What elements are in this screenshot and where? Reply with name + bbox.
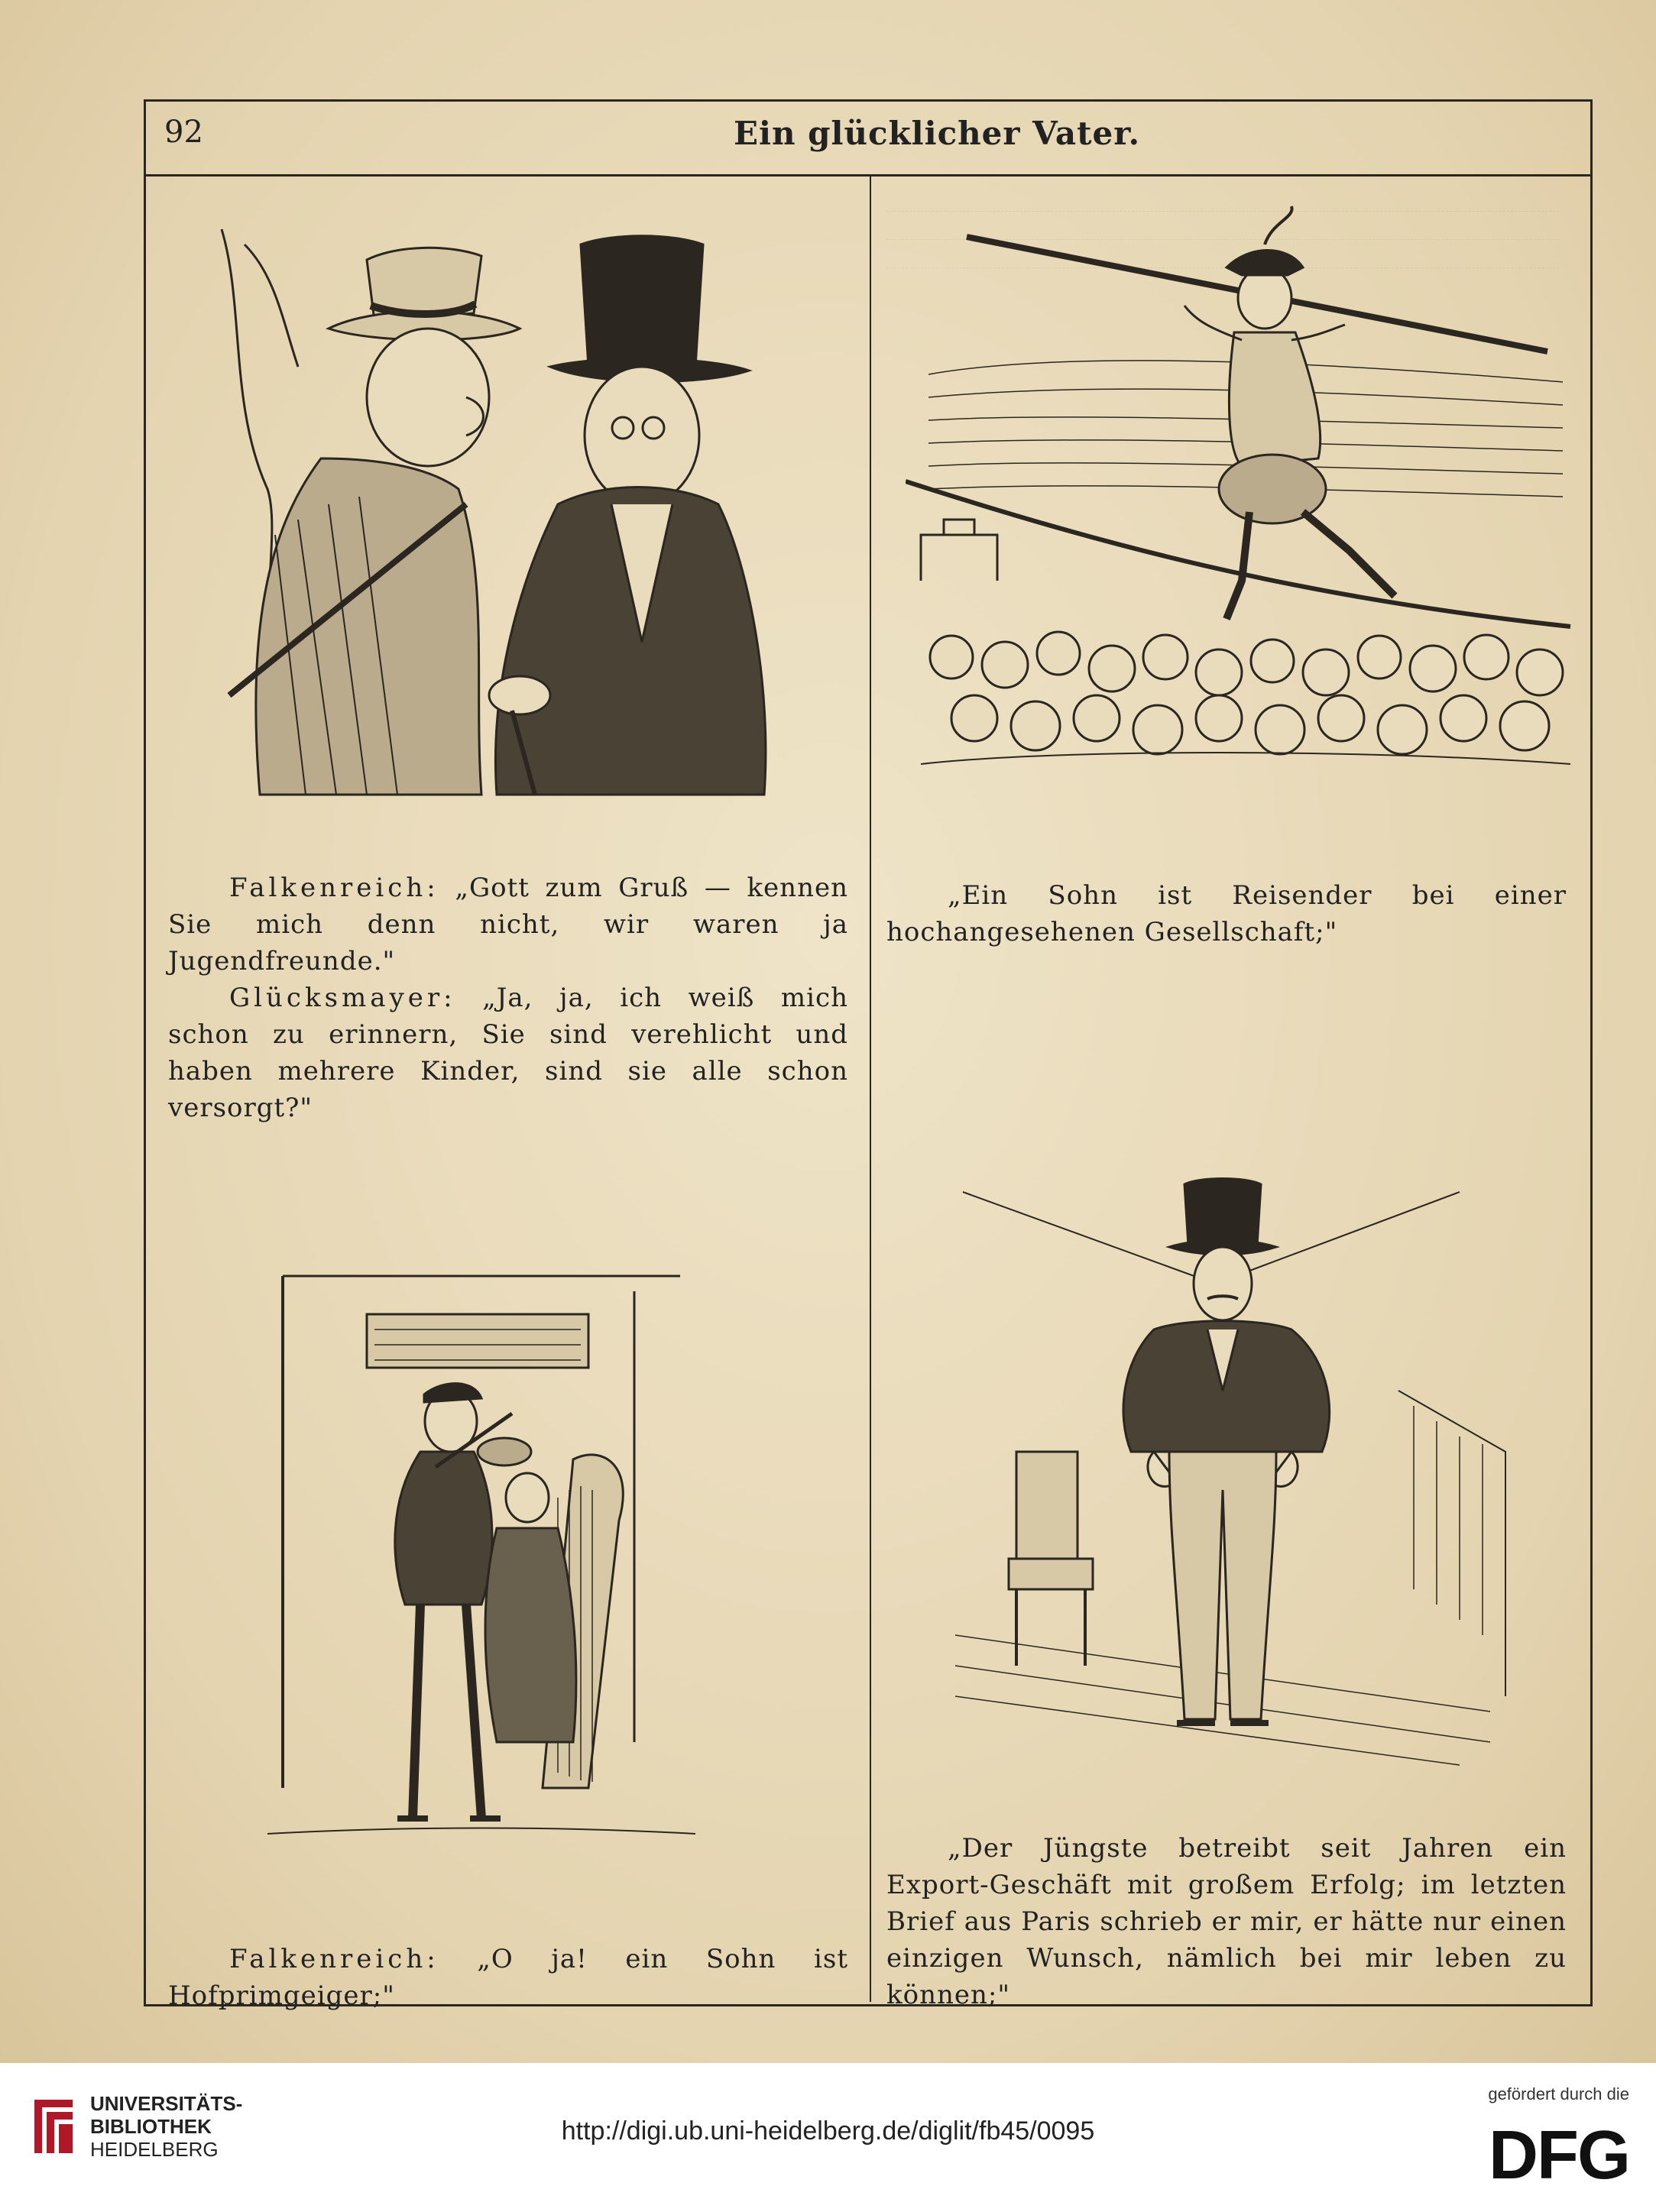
column-rule (870, 176, 871, 2002)
tightrope-walker-illustration (906, 199, 1578, 795)
caption-top-left (168, 870, 848, 1126)
caption-top-right (886, 877, 1567, 951)
sponsor-label: gefördert durch die (1488, 2084, 1629, 2104)
dialogue-line: „O ja! ein Sohn ist Hofprimgeiger;" (168, 1944, 848, 2011)
page-title: Ein glücklicher Vater. (734, 115, 1141, 152)
speaker-gluecksmayer: Glücksmayer: (229, 983, 456, 1013)
dfg-logo: DFG (1489, 2117, 1629, 2194)
empty-pockets-illustration (925, 1161, 1521, 1773)
two-gentlemen-illustration (199, 214, 779, 810)
library-name-line: BIBLIOTHEK (90, 2115, 212, 2138)
library-name-line: UNIVERSITÄTS- (90, 2092, 243, 2115)
dialogue-line: „Ja, ja, ich weiß mich schon zu erinnern, Sie sind verehlicht und haben mehrere Kinder, sind sie alle schon versorgt?" (168, 983, 848, 1123)
speaker-falkenreich: Falkenreich: (229, 873, 439, 903)
dialogue-line: „Der Jüngste betreibt seit Jahren ein Export-Geschäft mit großem Erfolg; im letzten Brief aus Paris schrieb er mir, er hätte nur einen einzigen Wunsch, nämlich bei mir leben zu können;" (886, 1833, 1567, 2010)
speaker-falkenreich: Falkenreich: (229, 1944, 439, 1974)
header-rule (144, 174, 1593, 177)
dialogue-line: „Gott zum Gruß — kennen Sie mich denn nicht, wir waren ja Jugendfreunde." (168, 873, 848, 976)
page-number: 92 (164, 115, 203, 150)
caption-bottom-left (168, 1941, 848, 2014)
dialogue-line: „Ein Sohn ist Reisender bei einer hochangesehenen Gesellschaft;" (886, 880, 1567, 947)
library-name-line: HEIDELBERG (90, 2138, 219, 2161)
permalink-url[interactable]: http://digi.ub.uni-heidelberg.de/diglit/fb45/0095 (561, 2116, 1095, 2146)
caption-bottom-right (886, 1830, 1567, 2013)
street-musicians-illustration (252, 1268, 711, 1864)
